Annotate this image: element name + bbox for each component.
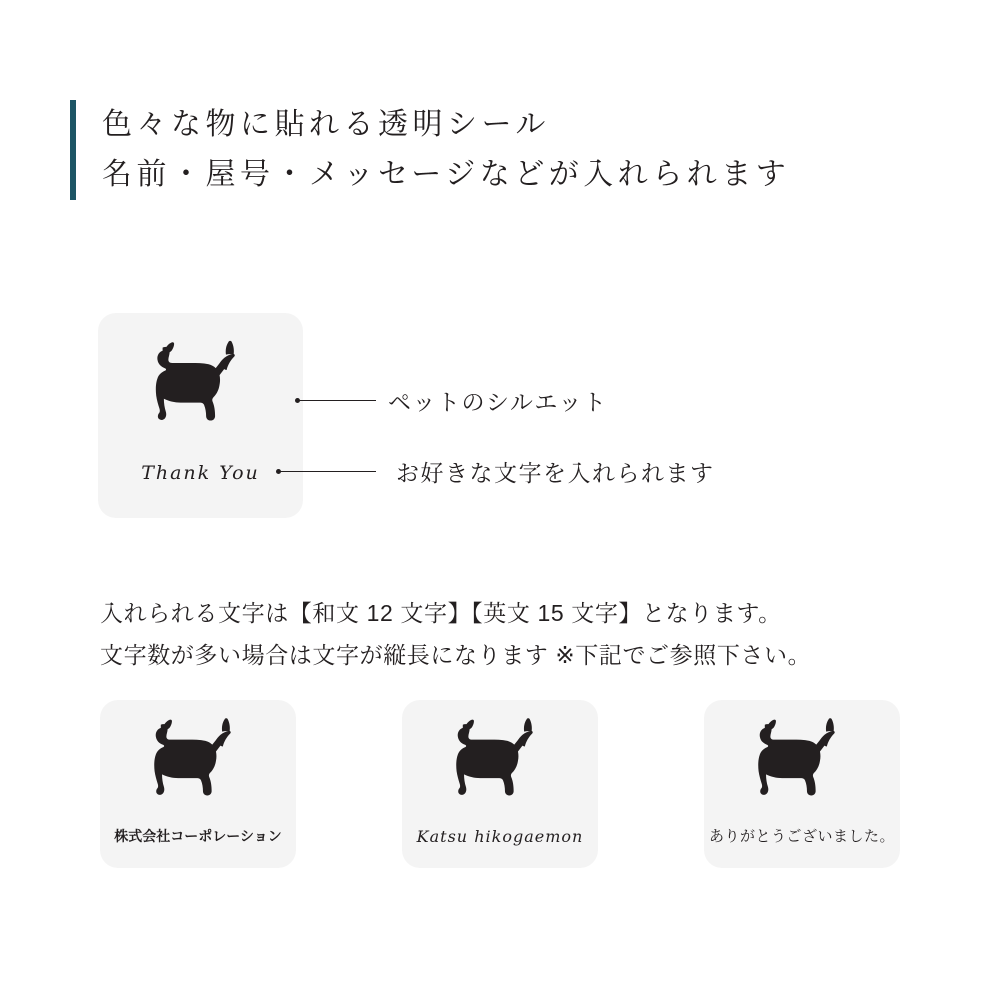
note-block xyxy=(100,592,960,676)
sample-sticker-main xyxy=(98,313,303,518)
note-line-2: 文字数が多い場合は文字が縦長になります ※下記でご参照下さい。 xyxy=(100,642,812,668)
callout-label-text: お好きな文字を入れられます xyxy=(396,460,715,486)
sample-sticker-company xyxy=(100,700,296,868)
cat-silhouette-icon xyxy=(704,714,900,810)
note-line-1: 入れられる文字は【和文 12 文字】【英文 15 文字】となります。 xyxy=(100,600,782,626)
header-line-1: 色々な物に貼れる透明シール xyxy=(102,108,550,141)
sample-sticker-row xyxy=(100,700,900,868)
cat-silhouette-icon xyxy=(100,714,296,810)
header-line-2: 名前・屋号・メッセージなどが入れられます xyxy=(102,158,791,191)
cat-silhouette-icon xyxy=(402,714,598,810)
sample-sticker-caption: Katsu hikogaemon xyxy=(416,827,584,846)
header xyxy=(70,100,790,200)
header-text-block xyxy=(102,100,790,200)
callout-line-silhouette xyxy=(298,400,376,401)
callout-label-silhouette: ペットのシルエット xyxy=(388,389,608,415)
header-accent-bar xyxy=(70,100,76,200)
cat-silhouette-icon xyxy=(98,337,303,435)
sample-sticker-name xyxy=(402,700,598,868)
sample-sticker-caption: Thank You xyxy=(141,462,260,484)
sample-sticker-caption: 株式会社コーポレーション xyxy=(114,828,282,844)
callout-line-text xyxy=(279,471,376,472)
sample-sticker-message xyxy=(704,700,900,868)
sample-sticker-caption: ありがとうございました。 xyxy=(708,828,895,845)
